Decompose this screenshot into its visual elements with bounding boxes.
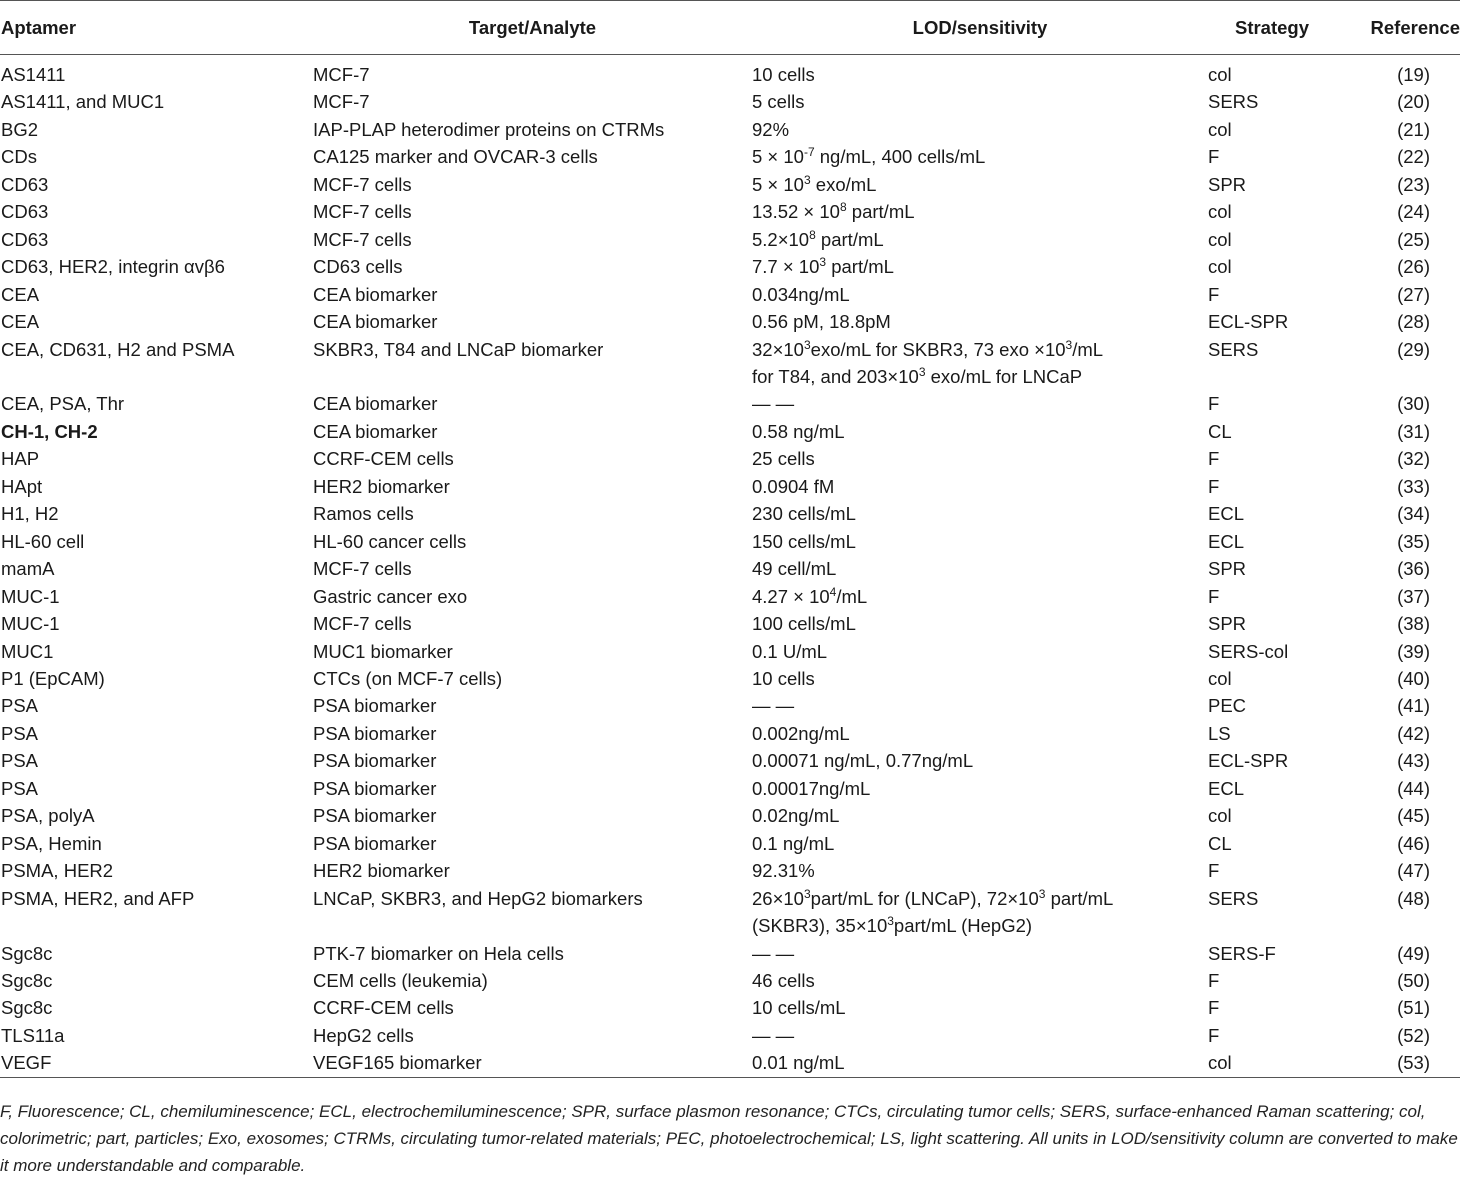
cell-target: PTK-7 biomarker on Hela cells (313, 942, 564, 964)
cell-aptamer: PSA (1, 722, 39, 744)
cell-aptamer: VEGF (0, 1049, 313, 1077)
cell-target: HL-60 cancer cells (313, 530, 467, 552)
cell-lod: — — (752, 695, 795, 717)
cell-aptamer: CD63, HER2, integrin αvβ6 (1, 256, 225, 278)
table-row (0, 857, 1460, 884)
table-row (0, 1049, 1460, 1077)
header-reference: Reference (1336, 1, 1460, 55)
cell-lod: 230 cells/mL (752, 503, 856, 525)
cell-target: PSA biomarker (313, 805, 437, 827)
cell-aptamer: CDs (1, 146, 37, 168)
cell-target: Ramos cells (313, 503, 414, 525)
cell-reference: (26) (1397, 256, 1430, 278)
table-row (0, 226, 1460, 253)
cell-aptamer: PSMA, HER2 (1, 860, 114, 882)
cell-lod: 0.00071 ng/mL, 0.77ng/mL (752, 750, 974, 772)
cell-lod: 0.1 U/mL (752, 640, 828, 662)
cell-target: CTCs (on MCF-7 cells) (313, 667, 503, 689)
cell-target: CEA biomarker (313, 283, 438, 305)
table-row (0, 473, 1460, 500)
header-aptamer: Aptamer (0, 1, 313, 55)
cell-aptamer: PSA (1, 695, 39, 717)
cell-lod: 0.0904 fM (752, 475, 835, 497)
table-row (0, 994, 1460, 1021)
table-row (0, 1022, 1460, 1049)
table-row (0, 940, 1460, 967)
cell-reference: (31) (1397, 420, 1430, 442)
table-row (0, 445, 1460, 472)
cell-target: PSA biomarker (313, 722, 437, 744)
cell-target: MCF-7 (313, 64, 370, 85)
cell-aptamer: CD63 (1, 173, 49, 195)
cell-lod: 0.1 ng/mL (752, 832, 835, 854)
cell-aptamer: Sgc8c (1, 969, 53, 991)
cell-target: CEA biomarker (313, 420, 438, 442)
cell-target: HepG2 cells (313, 1024, 414, 1046)
table-footnote: F, Fluorescence; CL, chemiluminescence; ECL, electrochemiluminescence; SPR, surface plasmon resonance; CTCs, circulating tumor cells; SERS, surface-enhanced Raman scattering; col, colorimetric; part, particles; Exo, exosomes; CTRMs, circulating tumor-related materials; PEC, photoelectrochemical; LS, light scattering. All units in LOD/sensitivity column are converted to make it more understandable and comparable. (0, 1102, 1458, 1175)
table-row (0, 500, 1460, 527)
cell-strategy: ECL (1208, 503, 1244, 525)
cell-aptamer: P1 (EpCAM) (1, 667, 105, 689)
cell-target: MCF-7 cells (313, 201, 412, 223)
cell-reference: (42) (1397, 722, 1430, 744)
cell-aptamer: mamA (1, 558, 55, 580)
cell-lod: 5 cells (752, 91, 805, 113)
cell-reference: (38) (1397, 613, 1430, 635)
cell-aptamer: Sgc8c (1, 942, 53, 964)
cell-aptamer: CEA (1, 311, 40, 333)
cell-reference: (35) (1397, 530, 1430, 552)
table-row (0, 830, 1460, 857)
cell-reference: (45) (1397, 805, 1430, 827)
header-lod: LOD/sensitivity (752, 1, 1208, 55)
cell-aptamer: PSA (1, 777, 39, 799)
cell-target: PSA biomarker (313, 695, 437, 717)
cell-reference: (21) (1397, 118, 1430, 140)
cell-lod: 92.31% (752, 860, 815, 882)
cell-lod: 0.002ng/mL (752, 722, 850, 744)
cell-target: CCRF-CEM cells (313, 448, 454, 470)
cell-strategy: F (1208, 475, 1220, 497)
cell-strategy: ECL (1208, 777, 1244, 799)
cell-strategy: SERS (1208, 91, 1259, 113)
cell-aptamer: CEA, CD631, H2 and PSMA (1, 338, 235, 360)
table-row (0, 88, 1460, 115)
cell-strategy: CL (1208, 832, 1232, 854)
cell-lod: $5.2\times 10^8$ part/mL (752, 227, 884, 250)
cell-strategy: col (1208, 1049, 1336, 1077)
cell-reference: (19) (1397, 64, 1430, 85)
cell-target: CA125 marker and OVCAR-3 cells (313, 146, 598, 168)
cell-target: LNCaP, SKBR3, and HepG2 biomarkers (313, 887, 643, 909)
cell-strategy: F (1208, 393, 1220, 415)
table-row (0, 775, 1460, 802)
cell-strategy: F (1208, 969, 1220, 991)
cell-reference: (46) (1397, 832, 1430, 854)
cell-aptamer: AS1411, and MUC1 (1, 91, 165, 113)
cell-lod: 49 cell/mL (752, 558, 837, 580)
cell-strategy: SERS (1208, 338, 1259, 360)
header-strategy: Strategy (1208, 1, 1336, 55)
cell-aptamer: CEA (1, 283, 40, 305)
cell-reference: (24) (1397, 201, 1430, 223)
table-row (0, 665, 1460, 692)
cell-target: Gastric cancer exo (313, 585, 468, 607)
cell-reference: (52) (1397, 1024, 1430, 1046)
cell-reference: (40) (1397, 667, 1430, 689)
table-row (0, 171, 1460, 198)
cell-strategy: ECL-SPR (1208, 311, 1289, 333)
cell-lod: 92% (752, 118, 790, 140)
table-row (0, 418, 1460, 445)
cell-strategy: col (1208, 64, 1232, 85)
cell-target: MCF-7 cells (313, 173, 412, 195)
cell-lod: $13.52 \times 10^8$ part/mL (752, 200, 915, 223)
cell-target: MCF-7 cells (313, 613, 412, 635)
table-row (0, 638, 1460, 665)
cell-lod: 10 cells (752, 64, 815, 85)
cell-strategy: PEC (1208, 695, 1247, 717)
cell-aptamer: TLS11a (1, 1024, 65, 1046)
cell-target: CCRF-CEM cells (313, 997, 454, 1019)
cell-strategy: F (1208, 585, 1220, 607)
cell-strategy: SERS-F (1208, 942, 1276, 964)
cell-aptamer: MUC-1 (1, 585, 60, 607)
cell-strategy: ECL (1208, 530, 1244, 552)
cell-aptamer: H1, H2 (1, 503, 59, 525)
cell-lod: 0.02ng/mL (752, 805, 840, 827)
cell-aptamer: MUC1 (1, 640, 54, 662)
cell-strategy: CL (1208, 420, 1232, 442)
cell-aptamer: PSA, Hemin (1, 832, 102, 854)
table-row (0, 692, 1460, 719)
table-row (0, 720, 1460, 747)
cell-target: MUC1 biomarker (313, 640, 453, 662)
cell-strategy: F (1208, 448, 1220, 470)
cell-lod: $26\times 10^3part/mL$ for (LNCaP), $72\times 10^3$ part/mL (SKBR3), $35\times 10^3part/mL$ (HepG2) (752, 886, 1114, 937)
cell-aptamer: CH-1, CH-2 (1, 420, 98, 442)
cell-reference: (32) (1397, 448, 1430, 470)
cell-target: CD63 cells (313, 256, 403, 278)
cell-reference: (34) (1397, 503, 1430, 525)
cell-reference: (51) (1397, 997, 1430, 1019)
cell-aptamer: CD63 (1, 201, 49, 223)
header-row (0, 1, 1460, 55)
table-row (0, 308, 1460, 335)
cell-aptamer: AS1411 (1, 64, 66, 85)
cell-target: HER2 biomarker (313, 860, 450, 882)
table-row (0, 253, 1460, 280)
cell-aptamer: PSA, polyA (1, 805, 95, 827)
cell-target: MCF-7 (313, 91, 370, 113)
cell-strategy: F (1208, 860, 1220, 882)
cell-lod: 10 cells (752, 667, 815, 689)
cell-strategy: SPR (1208, 558, 1247, 580)
cell-target: CEM cells (leukemia) (313, 969, 488, 991)
cell-reference: (36) (1397, 558, 1430, 580)
table-body (0, 55, 1460, 1078)
cell-lod: 0.01 ng/mL (752, 1049, 1208, 1077)
cell-strategy: F (1208, 283, 1220, 305)
cell-reference: (30) (1397, 393, 1430, 415)
cell-strategy: col (1208, 201, 1232, 223)
cell-reference: (48) (1397, 887, 1430, 909)
table-row (0, 967, 1460, 994)
cell-aptamer: HAP (1, 448, 40, 470)
cell-target: IAP-PLAP heterodimer proteins on CTRMs (313, 118, 665, 140)
cell-aptamer: HApt (1, 475, 43, 497)
cell-reference: (23) (1397, 173, 1430, 195)
cell-target: PSA biomarker (313, 750, 437, 772)
cell-reference: (39) (1397, 640, 1430, 662)
cell-reference: (49) (1397, 942, 1430, 964)
cell-lod: — — (752, 1024, 795, 1046)
cell-target: VEGF165 biomarker (313, 1049, 752, 1077)
table-row (0, 143, 1460, 170)
cell-target: PSA biomarker (313, 777, 437, 799)
cell-reference: (53) (1336, 1049, 1460, 1077)
cell-lod: 0.034ng/mL (752, 283, 850, 305)
table-row (0, 336, 1460, 391)
cell-reference: (28) (1397, 311, 1430, 333)
cell-reference: (20) (1397, 91, 1430, 113)
cell-strategy: F (1208, 997, 1220, 1019)
cell-lod: — — (752, 393, 795, 415)
cell-reference: (44) (1397, 777, 1430, 799)
cell-aptamer: MUC-1 (1, 613, 60, 635)
cell-reference: (22) (1397, 146, 1430, 168)
cell-lod: $5 \times 10^3$ exo/mL (752, 172, 877, 195)
cell-target: CEA biomarker (313, 311, 438, 333)
cell-lod: 150 cells/mL (752, 530, 856, 552)
cell-strategy: col (1208, 228, 1232, 250)
cell-lod: 0.58 ng/mL (752, 420, 845, 442)
cell-lod: — — (752, 942, 795, 964)
table-row (0, 116, 1460, 143)
cell-aptamer: PSMA, HER2, and AFP (1, 887, 195, 909)
table-row (0, 885, 1460, 940)
cell-aptamer: HL-60 cell (1, 530, 85, 552)
cell-aptamer: CD63 (1, 228, 49, 250)
cell-lod: $32\times 10^3exo/mL$ for SKBR3, 73 exo $\times 10^3/mL$ for T84, and $203\times 10^3$ exo/mL for LNCaP (752, 337, 1104, 387)
cell-reference: (47) (1397, 860, 1430, 882)
cell-aptamer: BG2 (1, 118, 39, 140)
cell-strategy: SERS-col (1208, 640, 1289, 662)
cell-strategy: SPR (1208, 613, 1247, 635)
table-row (0, 802, 1460, 829)
cell-target: PSA biomarker (313, 832, 437, 854)
cell-lod: 10 cells/mL (752, 997, 846, 1019)
cell-reference: (43) (1397, 750, 1430, 772)
cell-reference: (33) (1397, 475, 1430, 497)
table-row (0, 281, 1460, 308)
table-row (0, 528, 1460, 555)
cell-aptamer: CEA, PSA, Thr (1, 393, 125, 415)
cell-strategy: col (1208, 805, 1232, 827)
cell-lod: $7.7 \times 10^3$ part/mL (752, 255, 894, 278)
table-row (0, 55, 1460, 89)
cell-reference: (50) (1397, 969, 1430, 991)
table-row (0, 583, 1460, 610)
cell-reference: (25) (1397, 228, 1430, 250)
cell-aptamer: Sgc8c (1, 997, 53, 1019)
table-row (0, 747, 1460, 774)
cell-lod: 100 cells/mL (752, 613, 856, 635)
header-target: Target/Analyte (313, 1, 752, 55)
cell-strategy: col (1208, 667, 1232, 689)
cell-lod: 0.00017ng/mL (752, 777, 871, 799)
cell-lod: 25 cells (752, 448, 815, 470)
cell-strategy: ECL-SPR (1208, 750, 1289, 772)
cell-reference: (41) (1397, 695, 1430, 717)
cell-reference: (29) (1397, 338, 1430, 360)
cell-reference: (27) (1397, 283, 1430, 305)
cell-strategy: col (1208, 118, 1232, 140)
table-row (0, 610, 1460, 637)
cell-reference: (37) (1397, 585, 1430, 607)
cell-strategy: SERS (1208, 887, 1259, 909)
cell-lod: 0.56 pM, 18.8pM (752, 311, 891, 333)
cell-lod: $5 \times 10^{-7}$ ng/mL, 400 cells/mL (752, 145, 986, 168)
table-row (0, 198, 1460, 225)
cell-strategy: F (1208, 146, 1220, 168)
cell-strategy: col (1208, 256, 1232, 278)
cell-strategy: SPR (1208, 173, 1247, 195)
cell-lod: $4.27 \times 10^4/mL$ (752, 584, 868, 607)
table-header (0, 1, 1460, 55)
cell-lod: 46 cells (752, 969, 815, 991)
table-row (0, 555, 1460, 582)
cell-target: HER2 biomarker (313, 475, 450, 497)
cell-strategy: LS (1208, 722, 1231, 744)
table-row (0, 390, 1460, 417)
cell-target: MCF-7 cells (313, 228, 412, 250)
cell-target: SKBR3, T84 and LNCaP biomarker (313, 338, 604, 360)
cell-aptamer: PSA (1, 750, 39, 772)
cell-strategy: F (1208, 1024, 1220, 1046)
cell-target: CEA biomarker (313, 393, 438, 415)
cell-target: MCF-7 cells (313, 558, 412, 580)
